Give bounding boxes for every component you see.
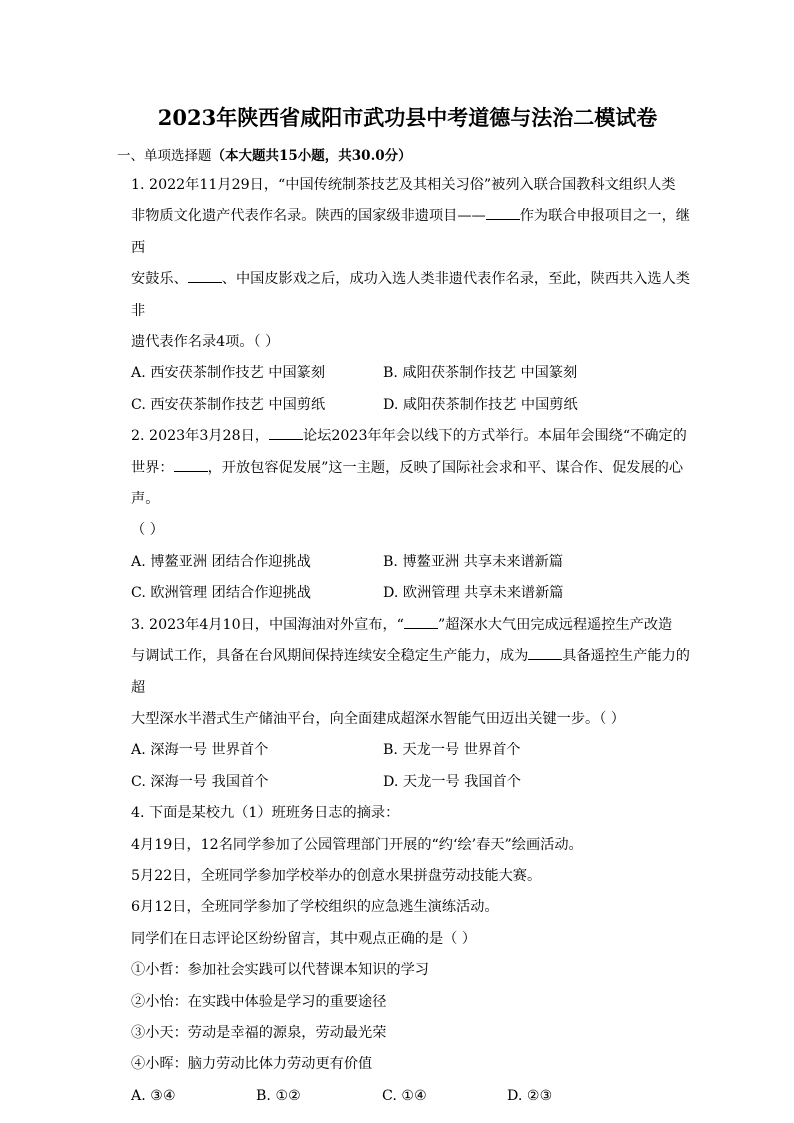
statement-4: ④小晖：脑力劳动比体力劳动更有价值 xyxy=(131,1056,373,1073)
statement-2: ②小怡：在实践中体验是学习的重要途径 xyxy=(131,993,387,1010)
option-d[interactable]: D. 天龙一号 我国首个 xyxy=(383,773,521,790)
statement-1: ①小哲：参加社会实践可以代替课本知识的学习 xyxy=(131,962,429,979)
page-title: 2023年陕西省咸阳市武功县中考道德与法治二模试卷 xyxy=(157,105,658,130)
answer-blank xyxy=(486,205,520,220)
question-3 xyxy=(131,610,692,798)
question-line: 同学们在日志评论区纷纷留言，其中观点正确的是（ ） xyxy=(131,930,477,947)
question-line: 1. 2022年11月29日，“中国传统制茶技艺及其相关习俗”被列入联合国教科文组织人类 xyxy=(131,177,676,193)
section-label: 一、单项选择题 xyxy=(117,148,212,164)
option-b[interactable]: B. ①② xyxy=(256,1087,301,1104)
question-line: 大型深水半潜式生产储油平台，向全面建成超深水智能气田迈出关键一步。（ ） xyxy=(131,710,625,727)
question-4 xyxy=(131,798,692,1112)
option-c[interactable]: C. ①④ xyxy=(382,1087,427,1104)
question-2 xyxy=(131,421,692,609)
statement-3: ③小天：劳动是幸福的源泉，劳动最光荣 xyxy=(131,1024,387,1041)
question-line: （ ） xyxy=(131,522,164,539)
option-a[interactable]: A. 博鳌亚洲 团结合作迎挑战 xyxy=(131,553,311,570)
question-line: 6月12日，全班同学参加了学校组织的应急逃生演练活动。 xyxy=(131,899,499,916)
option-b[interactable]: B. 咸阳茯茶制作技艺 中国篆刻 xyxy=(383,365,578,382)
option-d[interactable]: D. 欧洲管理 共享未来谱新篇 xyxy=(383,585,564,602)
question-line: 世界： ，开放包容促发展”这一主题，反映了国际社会求和平、谋合作、促发展的心声。 xyxy=(131,453,692,516)
option-a[interactable]: A. 西安茯茶制作技艺 中国篆刻 xyxy=(131,365,326,382)
options xyxy=(131,1081,692,1112)
option-b[interactable]: B. 博鳌亚洲 共享未来谱新篇 xyxy=(383,553,564,570)
option-a[interactable]: A. 深海一号 世界首个 xyxy=(131,742,269,759)
answer-blank xyxy=(269,425,303,440)
question-line: 遗代表作名录4项。（ ） xyxy=(131,334,280,351)
question-line: 5月22日，全班同学参加学校举办的创意水果拼盘劳动技能大赛。 xyxy=(131,867,542,884)
option-d[interactable]: D. ②③ xyxy=(507,1087,553,1104)
section-heading xyxy=(117,146,692,166)
answer-blank xyxy=(528,645,562,660)
option-c[interactable]: C. 欧洲管理 团结合作迎挑战 xyxy=(131,585,311,602)
question-1 xyxy=(131,170,692,421)
option-c[interactable]: C. 西安茯茶制作技艺 中国剪纸 xyxy=(131,396,326,413)
section-note: （本大题共15小题，共30.0分） xyxy=(211,148,412,164)
question-line: 3. 2023年4月10日，中国海油对外宣布，“ ”超深水大气田完成远程遥控生产改造 xyxy=(131,610,692,641)
options xyxy=(131,547,692,610)
question-line: 4. 下面是某校九（1）班班务日志的摘录： xyxy=(131,805,400,822)
answer-blank xyxy=(404,614,438,629)
question-line: 2. 2023年3月28日， 论坛2023年年会以线下的方式举行。本届年会围绕“不确定的 xyxy=(131,421,692,452)
option-a[interactable]: A. ③④ xyxy=(131,1087,176,1104)
question-line: 安鼓乐、 、中国皮影戏之后，成功入选人类非遗代表作名录，至此，陕西共入选人类非 xyxy=(131,264,692,327)
options xyxy=(131,735,692,798)
options xyxy=(131,358,692,421)
question-line: 与调试工作，具备在台风期间保持连续安全稳定生产能力，成为 具备遥控生产能力的超 xyxy=(131,641,692,704)
answer-blank xyxy=(188,268,222,283)
option-b[interactable]: B. 天龙一号 世界首个 xyxy=(383,742,521,759)
answer-blank xyxy=(174,457,208,472)
option-c[interactable]: C. 深海一号 我国首个 xyxy=(131,773,269,790)
question-line: 4月19日，12名同学参加了公园管理部门开展的“约‘绘’春天”绘画活动。 xyxy=(131,836,583,853)
question-line: 非物质文化遗产代表作名录。陕西的国家级非遗项目—— 作为联合申报项目之一，继西 xyxy=(131,201,692,264)
option-d[interactable]: D. 咸阳茯茶制作技艺 中国剪纸 xyxy=(383,396,578,413)
